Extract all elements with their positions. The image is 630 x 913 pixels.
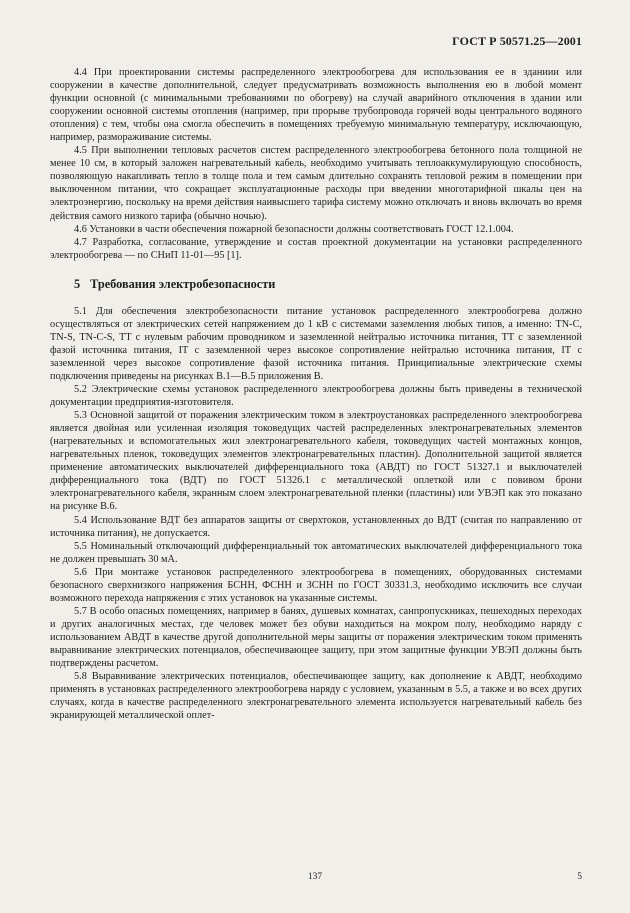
paragraph-5-5: 5.5 Номинальный отключающий дифференциальный ток автоматических выключателей дифференциального тока не должен превышать 30 мА. [50, 540, 582, 565]
paragraph-5-7: 5.7 В особо опасных помещениях, например в банях, душевых комнатах, санпропускниках, пешеходных переходах и других аналогичных местах, где человек может без обуви находиться на мокром полу, необходимо наряду с использованием АВДТ в качестве другой дополнительной меры защиты от поражения электрическим током применять выравнивание электрических потенциалов, обеспечивающее защиту, при этом защитные функции УВЭП должны быть подтверждены расчетом. [50, 605, 582, 670]
paragraph-4-5: 4.5 При выполнении тепловых расчетов систем распределенного электрообогрева бетонного пола толщиной не менее 10 см, в который заложен нагревательный кабель, необходимо учитывать теплоаккумулирующую способность, позволяющую накапливать тепло в толще пола и тем самым длительно сохранять тепловой режим в помещении при выключенном питании, что сокращает эксплуатационные расходы при введении многотарифной шкалы цен на электроэнергию, поскольку на время действия наивысшего тарифа систему можно отключать и вновь включать во время действия самого низкого тарифа (обычно ночью). [50, 145, 582, 222]
paragraph-5-2: 5.2 Электрические схемы установок распределенного электрообогрева должны быть приведены в технической документации предприятия-изготовителя. [50, 384, 582, 409]
paragraph-5-3: 5.3 Основной защитой от поражения электрическим током в электроустановках распределенного электрообогрева является двойная или усиленная изоляция токоведущих частей распределенных электронагревательных элементов (нагревательных и вспомогательных жил электронагревательного кабеля, токоведущих частей монтажных концов, нагревательных пленок, токоведущих элементов электронагревательных пластин). Дополнительной защитой является применение автоматических выключателей дифференциального тока (АВДТ) по ГОСТ 51327.1 и выключателей дифференциального тока (ВДТ) по ГОСТ 51326.1 с металлической оплеткой или с повивом брони электронагревательного кабеля, экранным слоем электронагревательной пленки (пластины) или УВЭП как это показано на рисунке В.6. [50, 410, 582, 513]
section-heading [74, 278, 582, 291]
section-number: 5 [74, 276, 81, 291]
document-header: ГОСТ Р 50571.25—2001 [452, 34, 582, 48]
paragraph-4-4: 4.4 При проектировании системы распределенного электрообогрева для использования ее в зданиии или сооружении в качестве дополнительной, следует предусматривать возможность выполнения ею в любой момент функции основной (с минимальными требованиями по обогреву) на случай аварийного отключения в здании или сооружении основной системы отопления (например, при прорыве трубопровода горячей воды центрального водяного отопления) с тем, чтобы она смогла обеспечить в помещениях требуемую минимальную температуру, исключающую, например, размораживание системы. [50, 67, 582, 144]
paragraph-5-8: 5.8 Выравнивание электрических потенциалов, обеспечивающее защиту, как дополнение к АВДТ, необходимо применять в установках распределенного электрообогрева наряду с условием, указанным в 5.5, а также и во всех других случаях, когда в качестве распределенного электронагревательного элемента используется нагревательный кабель без экранирующей металлической оплет- [50, 671, 582, 722]
paragraph-5-1: 5.1 Для обеспечения электробезопасности питание установок распределенного электрообогрева должно осуществляться от электрических сетей напряжением до 1 кВ с системами заземления любых типов, а именно: TN-C, TN-S, TN-C-S, TT с нулевым рабочим проводником и заземленной нейтралью источника питания, TT с заземленной фазой источника питания, IT с заземленной через высокое сопротивление нейтралью источника питания, IT с заземленной через высокое сопротивление фазой источника питания. Принципиальные электрические схемы подключения приведены на рисунках В.1—В.5 приложения В. [50, 305, 582, 382]
paragraph-5-4: 5.4 Использование ВДТ без аппаратов защиты от сверхтоков, установленных до ВДТ (считая по направлению от источника питания), не допускается. [50, 514, 582, 539]
document-body [50, 66, 582, 722]
paragraph-5-6: 5.6 При монтаже установок распределенного электрообогрева в помещениях, оборудованных системами безопасного сверхнизкого напряжения БСНН, ФСНН и ЗСНН по ГОСТ 30331.3, необходимо исключить все случаи возможного перехода напряжения с этих установок на указанные системы. [50, 566, 582, 604]
section-title: Требования электробезопасности [90, 276, 276, 291]
paragraph-4-6: 4.6 Установки в части обеспечения пожарной безопасности должны соответствовать ГОСТ 12.1.004. [74, 223, 514, 235]
paragraph-4-7: 4.7 Разработка, согласование, утверждение и состав проектной документации на установки распределенного электрообогрева — по СНиП 11-01—95 [1]. [50, 236, 582, 261]
page-number-center: 137 [307, 872, 323, 882]
page-number-right: 5 [577, 872, 582, 882]
